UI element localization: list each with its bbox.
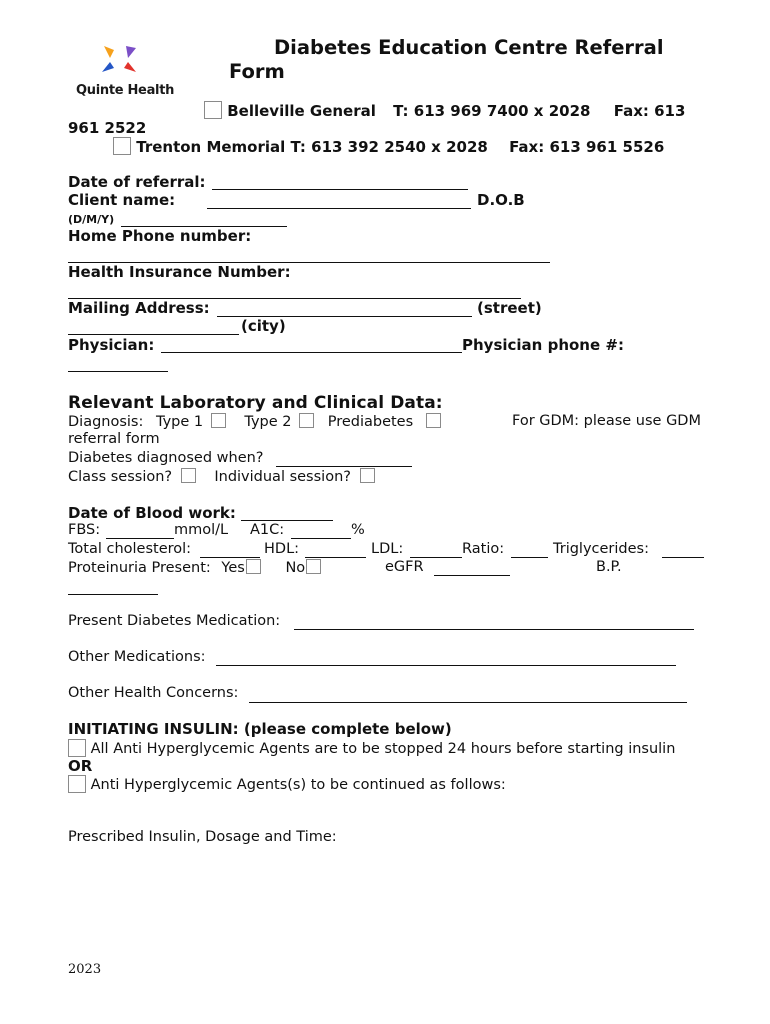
individual-session-label: Individual session?	[214, 469, 351, 485]
logo-petal-orange	[104, 46, 114, 58]
present-meds-line[interactable]	[294, 629, 694, 630]
yes-label: Yes	[221, 560, 245, 576]
insulin-option1-label: All Anti Hyperglycemic Agents are to be stopped 24 hours before starting insulin	[90, 741, 676, 757]
logo-petal-purple	[126, 46, 136, 58]
dob-label: D.O.B	[477, 191, 525, 209]
type2-checkbox[interactable]	[299, 413, 314, 428]
diagnosis-label: Diagnosis:	[68, 414, 144, 430]
type2-label: Type 2	[244, 414, 292, 430]
ratio-line[interactable]	[511, 557, 548, 558]
belleville-checkbox[interactable]	[204, 101, 222, 119]
total-chol-line[interactable]	[200, 557, 260, 558]
quinte-health-logo	[70, 38, 175, 104]
prediabetes-checkbox[interactable]	[426, 413, 441, 428]
logo-petal-red	[124, 62, 136, 72]
other-meds-line[interactable]	[216, 665, 676, 666]
date-of-referral-line[interactable]	[212, 189, 468, 190]
no-label: No	[285, 560, 306, 576]
proteinuria-row	[68, 559, 321, 576]
date-of-referral-label: Date of referral:	[68, 173, 206, 191]
physician-phone-label: Physician phone #:	[462, 336, 624, 354]
belleville-fax-cont: 961 2522	[68, 119, 147, 137]
logo-text: Quinte Health	[76, 83, 175, 98]
concerns-line[interactable]	[249, 702, 687, 703]
session-row	[68, 468, 375, 485]
type1-label: Type 1	[155, 414, 204, 430]
insulin-or: OR	[68, 757, 93, 775]
logo-mark-icon	[70, 38, 170, 82]
insulin-heading: INITIATING INSULIN: (please complete below)	[68, 720, 452, 738]
belleville-label: Belleville General	[227, 102, 376, 120]
bp-label: B.P.	[596, 559, 622, 575]
insulin-option1-checkbox[interactable]	[68, 739, 86, 757]
gdm-note: For GDM: please use GDM	[512, 413, 701, 429]
gdm-note-cont: referral form	[68, 431, 160, 447]
egfr-label: eGFR	[385, 559, 424, 575]
clinical-heading: Relevant Laboratory and Clinical Data:	[68, 393, 443, 413]
concerns-label: Other Health Concerns:	[68, 685, 239, 701]
trig-label: Triglycerides:	[553, 541, 649, 557]
mailing-address-label: Mailing Address:	[68, 299, 210, 317]
footer-year: 2023	[68, 962, 102, 977]
physician-phone-line[interactable]	[68, 371, 168, 372]
trig-line[interactable]	[662, 557, 704, 558]
hdl-label: HDL:	[264, 541, 300, 557]
client-name-line[interactable]	[207, 208, 471, 209]
prediabetes-label: Prediabetes	[327, 414, 414, 430]
trenton-row	[113, 137, 664, 156]
city-label: (city)	[241, 317, 286, 335]
proteinuria-label: Proteinuria Present:	[68, 560, 211, 576]
belleville-row	[204, 101, 685, 120]
trenton-fax: Fax: 613 961 5526	[509, 138, 665, 156]
logo-petal-blue	[102, 62, 114, 72]
prescribed-insulin-label: Prescribed Insulin, Dosage and Time:	[68, 829, 337, 845]
home-phone-label: Home Phone number:	[68, 227, 252, 245]
bloodwork-date-line[interactable]	[241, 520, 333, 521]
health-insurance-label: Health Insurance Number:	[68, 263, 291, 281]
physician-label: Physician:	[68, 336, 155, 354]
physician-line[interactable]	[161, 352, 462, 353]
belleville-fax: Fax: 613	[613, 102, 686, 120]
trenton-label: Trenton Memorial T: 613 392 2540 x 2028	[136, 138, 488, 156]
city-line[interactable]	[68, 334, 239, 335]
street-label: (street)	[477, 299, 542, 317]
ldl-label: LDL:	[371, 541, 404, 557]
client-name-label: Client name:	[68, 191, 176, 209]
insulin-option2-row	[68, 775, 506, 793]
other-meds-label: Other Medications:	[68, 649, 206, 665]
a1c-line[interactable]	[291, 538, 351, 539]
insulin-option2-label: Anti Hyperglycemic Agents(s) to be continued as follows:	[90, 777, 506, 793]
trenton-checkbox[interactable]	[113, 137, 131, 155]
no-checkbox[interactable]	[306, 559, 321, 574]
fbs-label: FBS:	[68, 522, 101, 538]
ldl-line[interactable]	[410, 557, 462, 558]
diagnosis-row	[68, 413, 441, 430]
present-meds-label: Present Diabetes Medication:	[68, 613, 281, 629]
form-title-line2: Form	[229, 60, 285, 83]
class-session-label: Class session?	[68, 469, 173, 485]
bloodwork-heading: Date of Blood work:	[68, 504, 236, 522]
percent-label: %	[351, 522, 365, 538]
bp-line[interactable]	[68, 594, 158, 595]
insulin-option2-checkbox[interactable]	[68, 775, 86, 793]
insulin-option1-row	[68, 739, 675, 757]
hdl-line[interactable]	[305, 557, 366, 558]
class-session-checkbox[interactable]	[181, 468, 196, 483]
fbs-line[interactable]	[106, 538, 174, 539]
dmy-label: (D/M/Y)	[68, 213, 115, 226]
individual-session-checkbox[interactable]	[360, 468, 375, 483]
a1c-label: A1C:	[250, 522, 285, 538]
yes-checkbox[interactable]	[246, 559, 261, 574]
type1-checkbox[interactable]	[211, 413, 226, 428]
egfr-line[interactable]	[434, 575, 510, 576]
form-title-line1: Diabetes Education Centre Referral	[274, 36, 664, 59]
diagnosed-when-line[interactable]	[276, 466, 412, 467]
mmol-label: mmol/L	[174, 522, 229, 538]
belleville-tel: T: 613 969 7400 x 2028	[393, 102, 591, 120]
total-chol-label: Total cholesterol:	[68, 541, 192, 557]
diagnosed-when-label: Diabetes diagnosed when?	[68, 450, 264, 466]
ratio-label: Ratio:	[462, 541, 505, 557]
